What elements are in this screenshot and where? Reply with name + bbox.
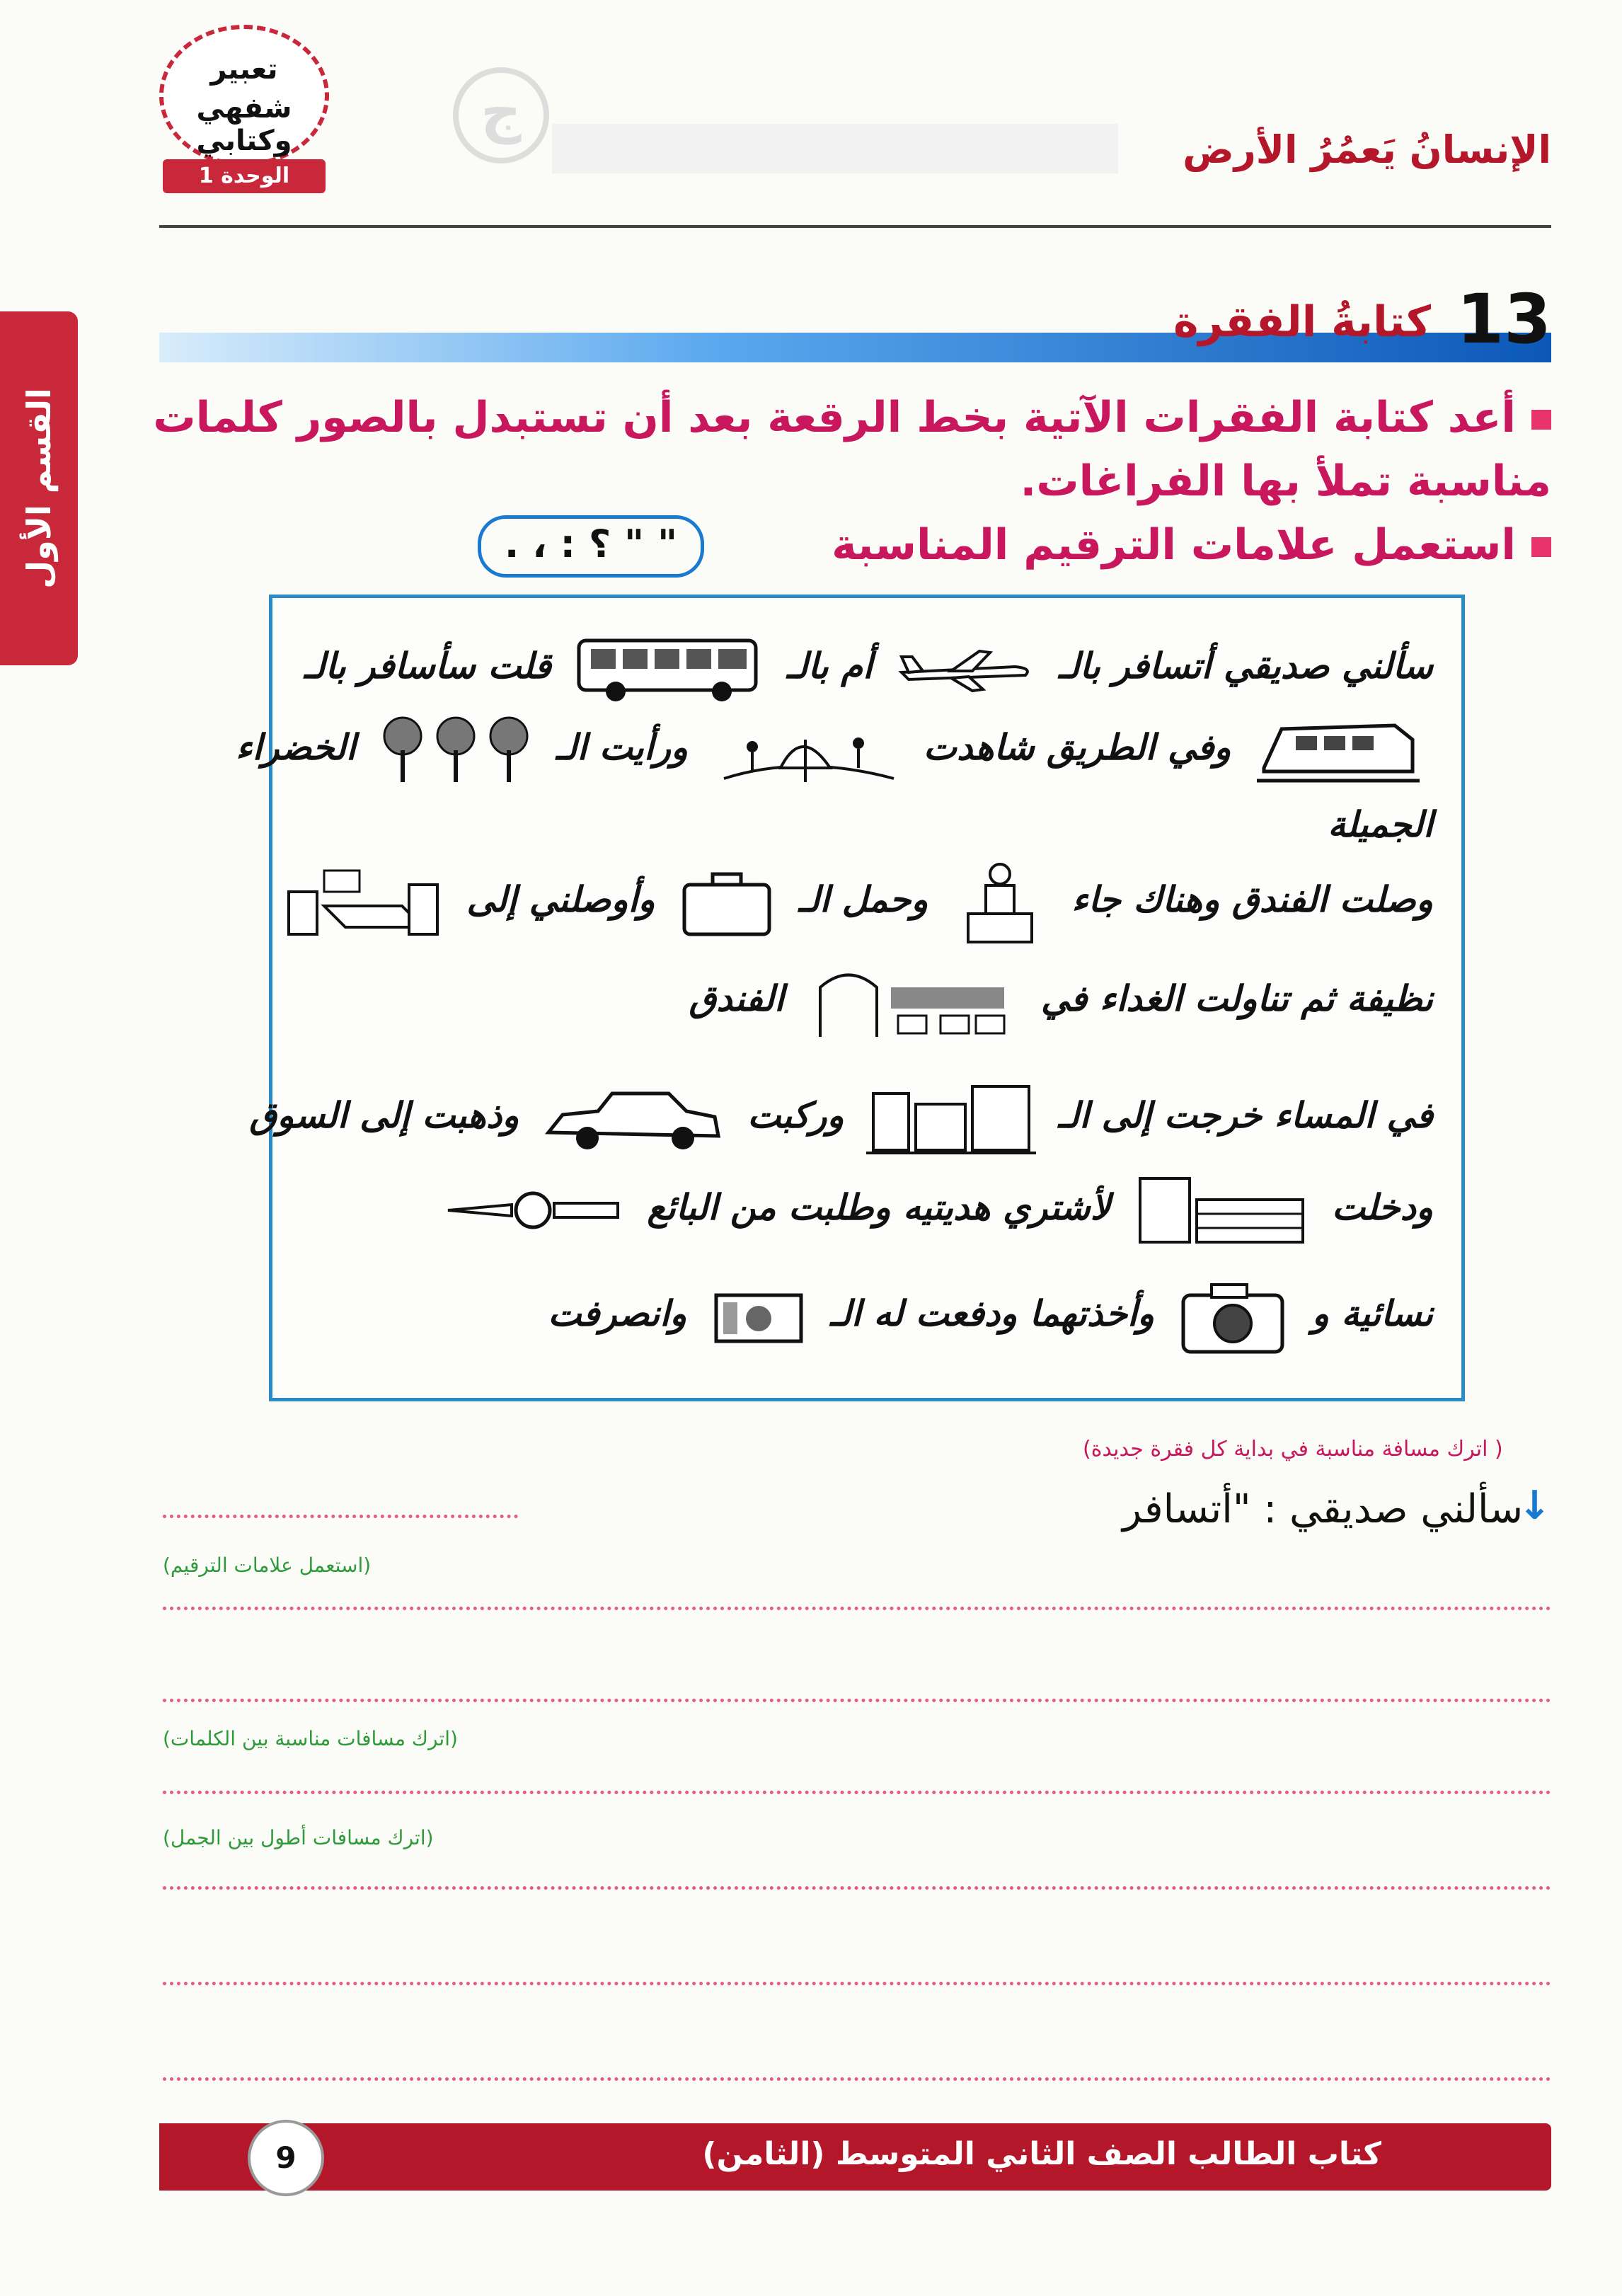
writing-line[interactable] [163, 1607, 1551, 1610]
instruction-1 [150, 386, 1551, 513]
header-divider [159, 225, 1551, 228]
money-icon [709, 1285, 808, 1348]
exercise-line-1 [301, 633, 1433, 704]
bullet-icon [1531, 410, 1551, 430]
writing-line[interactable] [163, 1699, 1551, 1702]
page-number: 9 [248, 2120, 324, 2196]
exercise-text: وأخذتهما ودفعت له الـ [830, 1292, 1155, 1334]
wristwatch-icon [441, 1189, 625, 1232]
badge-line2: شفهي وكتابي [196, 92, 292, 157]
exercise-line-3 [301, 803, 1433, 845]
badge-line1: تعبير [210, 53, 278, 86]
exercise-box [236, 595, 1465, 1401]
exercise-text: الخضراء [236, 726, 356, 768]
trees-icon [378, 711, 534, 789]
exercise-text: الجميلة [1328, 803, 1433, 845]
exercise-line-2 [236, 711, 1433, 789]
writing-line[interactable] [163, 1791, 1551, 1794]
exercise-text: وأوصلني إلى [466, 878, 655, 920]
unit-badge [159, 25, 336, 188]
exercise-text: وذهبت إلى السوق [249, 1094, 519, 1136]
writing-line[interactable] [163, 1886, 1551, 1890]
bus-icon [573, 633, 764, 704]
page-title: الإنسانُ يَعمُرُ الأرض [1183, 127, 1551, 172]
restaurant-icon [806, 959, 1018, 1044]
train-icon [1253, 711, 1423, 789]
bullet-icon [1531, 537, 1551, 557]
beach-icon [710, 711, 901, 789]
exercise-text: الفندق [689, 977, 785, 1019]
exercise-text: أم بالـ [786, 645, 873, 687]
side-tab-label: القسم الأول [20, 388, 58, 589]
section-side-tab [0, 311, 78, 665]
instruction-1-text: أعد كتابة الفقرات الآتية بخط الرقعة بعد أن تستبدل بالصور كلمات مناسبة تملأ بها الفراغات. [153, 393, 1551, 506]
taxi-icon [541, 1083, 725, 1154]
unit-label: الوحدة 1 [163, 159, 326, 193]
exercise-text: في المساء خرجت إلى الـ [1058, 1094, 1433, 1136]
footer-text: كتاب الطالب الصف الثاني المتوسط (الثامن) [702, 2136, 1381, 2172]
writing-start-text: سألني صديقي : "أتسافر [1122, 1486, 1523, 1532]
exercise-line-4 [301, 860, 1433, 945]
exercise-line-6 [249, 1079, 1433, 1157]
hotel-room-icon [282, 863, 444, 941]
airplane-icon [895, 644, 1036, 694]
note-paragraph-spacing: ( اترك مسافة مناسبة في بداية كل فقرة جديدة) [1083, 1437, 1503, 1462]
down-arrow-icon: ↓ [1518, 1483, 1551, 1529]
shop-icon [1133, 1171, 1310, 1249]
exercise-text: وصلت الفندق وهناك جاء [1071, 878, 1433, 920]
exercise-text: وركبت [747, 1094, 844, 1136]
exercise-text: وحمل الـ [798, 878, 928, 920]
instruction-2 [832, 520, 1551, 570]
suitcase-icon [677, 867, 776, 938]
exercise-text: قلت سأسافر بالـ [304, 645, 551, 687]
section-number: 13 [1456, 280, 1551, 359]
writing-line[interactable] [163, 2077, 1551, 2081]
exercise-text: وانصرفت [548, 1292, 687, 1334]
exercise-line-8 [301, 1278, 1433, 1355]
exercise-text: نظيفة ثم تناولت الغداء في [1040, 977, 1433, 1019]
bellboy-icon [950, 860, 1049, 945]
note-punctuation: (استعمل علامات الترقيم) [163, 1554, 372, 1577]
exercise-text: نسائية و [1311, 1292, 1433, 1334]
punctuation-marks-box: . ، : ؟ " " [478, 515, 704, 578]
street-icon [866, 1079, 1036, 1157]
section-title: كتابةُ الفقرة [1173, 297, 1431, 347]
writing-line[interactable] [163, 1515, 518, 1518]
exercise-text: وفي الطريق شاهدت [923, 726, 1231, 768]
camera-icon [1176, 1278, 1289, 1355]
note-sentence-spacing: (اترك مسافات أطول بين الجمل) [163, 1826, 434, 1849]
exercise-text: ودخلت [1332, 1186, 1433, 1228]
faded-logo-icon: ج [453, 67, 549, 163]
exercise-text: لأشتري هديتيه وطلبت من البائع [647, 1186, 1111, 1228]
exercise-text: سألني صديقي أتسافر بالـ [1058, 645, 1433, 687]
exercise-line-7 [301, 1171, 1433, 1249]
writing-line[interactable] [163, 1982, 1551, 1985]
exercise-text: ورأيت الـ [556, 726, 689, 768]
exercise-line-5 [301, 959, 1433, 1044]
instruction-2-text: استعمل علامات الترقيم المناسبة [832, 520, 1516, 570]
note-word-spacing: (اترك مسافات مناسبة بين الكلمات) [163, 1727, 458, 1750]
faded-banner [552, 124, 1118, 173]
